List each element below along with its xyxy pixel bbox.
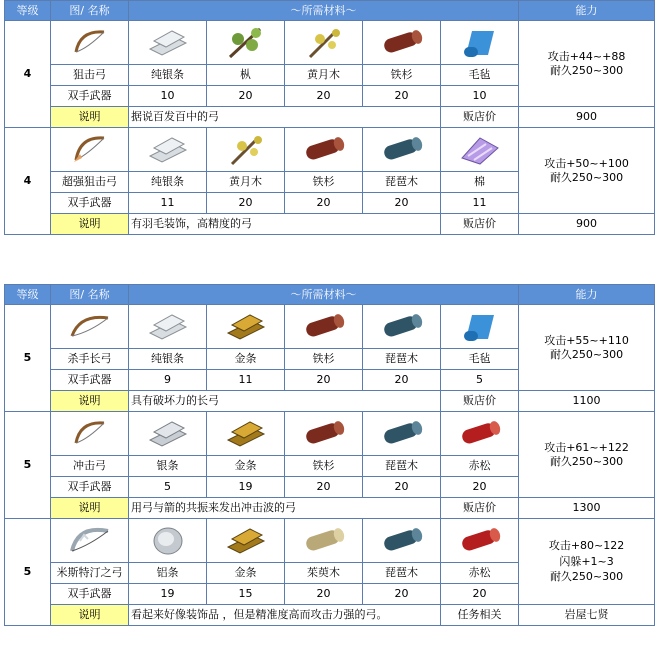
description: 具有破坏力的长弓 [129, 391, 441, 412]
silver-ingot-icon [146, 25, 190, 61]
explain-label: 说明 [51, 391, 129, 412]
material-qty: 10 [129, 86, 207, 107]
header-materials: ～所需材料～ [129, 1, 519, 21]
power-cell [519, 519, 655, 605]
material-name: 琵琶木 [363, 349, 441, 370]
power-line: 耐久250~300 [549, 347, 624, 361]
description: 看起来好像装饰品 ，但是精准度高而攻击力强的弓。 [129, 605, 441, 626]
teal-log-icon [378, 416, 426, 452]
material-name: 铁杉 [363, 65, 441, 86]
material-icon-cell [441, 412, 519, 456]
weapon-type: 双手武器 [51, 193, 129, 214]
red-log-icon [300, 416, 348, 452]
material-name: 纯银条 [129, 349, 207, 370]
material-icon-cell [441, 519, 519, 563]
material-icon-cell [207, 21, 285, 65]
material-name: 铝条 [129, 563, 207, 584]
blue-cloth-icon [458, 25, 502, 61]
material-name: 纯银条 [129, 172, 207, 193]
header-icon-name: 图/ 名称 [51, 1, 129, 21]
material-qty: 19 [207, 477, 285, 498]
material-icon-cell [441, 128, 519, 172]
aluminum-disc-icon [146, 523, 190, 559]
explain-label: 说明 [51, 605, 129, 626]
material-icon-cell [285, 412, 363, 456]
material-qty: 20 [285, 477, 363, 498]
material-qty: 20 [285, 584, 363, 605]
power-line: 闪躲+1~3 [559, 554, 614, 568]
material-qty: 20 [207, 193, 285, 214]
material-name: 金条 [207, 456, 285, 477]
header-level: 等级 [5, 1, 51, 21]
level-cell: 4 [5, 128, 51, 235]
table-row [5, 214, 655, 235]
weapon-icon-cell [51, 128, 129, 172]
material-name: 银条 [129, 456, 207, 477]
price-label: 贩店价 [441, 391, 519, 412]
material-icon-cell [207, 128, 285, 172]
table-row [5, 519, 655, 563]
power-line: 攻击+61~+122 [544, 440, 629, 454]
table-row [5, 128, 655, 172]
material-name: 金条 [207, 563, 285, 584]
level-cell: 5 [5, 519, 51, 626]
price-value: 900 [519, 214, 655, 235]
material-name: 黄月木 [285, 65, 363, 86]
material-name: 毛毡 [441, 65, 519, 86]
gold-ingot-icon [224, 309, 268, 345]
description: 有羽毛装饰，高精度的弓 [129, 214, 441, 235]
material-qty: 11 [441, 193, 519, 214]
material-icon-cell [129, 21, 207, 65]
blue-cloth-icon [458, 309, 502, 345]
silver-ingot-icon [146, 309, 190, 345]
table-row [5, 391, 655, 412]
green-branch-icon [224, 25, 268, 61]
material-icon-cell [285, 21, 363, 65]
material-icon-cell [363, 412, 441, 456]
weapon-icon-cell [51, 519, 129, 563]
material-qty: 20 [285, 370, 363, 391]
material-qty: 20 [285, 86, 363, 107]
material-name: 琵琶木 [363, 172, 441, 193]
material-icon-cell [441, 21, 519, 65]
material-qty: 15 [207, 584, 285, 605]
table-row [5, 605, 655, 626]
material-name: 金条 [207, 349, 285, 370]
material-qty: 20 [363, 86, 441, 107]
weapon-icon-cell [51, 21, 129, 65]
material-icon-cell [363, 519, 441, 563]
material-qty: 20 [363, 477, 441, 498]
material-name: 铁杉 [285, 349, 363, 370]
power-cell [519, 305, 655, 391]
price-label: 贩店价 [441, 214, 519, 235]
explain-label: 说明 [51, 214, 129, 235]
silver-ingot-icon [146, 132, 190, 168]
material-qty: 20 [285, 193, 363, 214]
material-name: 赤松 [441, 563, 519, 584]
material-name: 毛毡 [441, 349, 519, 370]
material-qty: 9 [129, 370, 207, 391]
weapon-name: 杀手长弓 [51, 349, 129, 370]
power-line: 耐久250~300 [549, 170, 624, 184]
header-materials: ～所需材料～ [129, 285, 519, 305]
description: 用弓与箭的共振来发出冲击波的弓 [129, 498, 441, 519]
teal-log-icon [378, 132, 426, 168]
header-power: 能力 [519, 1, 655, 21]
table-row [5, 107, 655, 128]
material-icon-cell [207, 305, 285, 349]
material-name: 琵琶木 [363, 563, 441, 584]
level-cell: 4 [5, 21, 51, 128]
material-icon-cell [129, 519, 207, 563]
bow-icon [70, 26, 110, 60]
price-label: 任务相关 [441, 605, 519, 626]
weapon-name: 超强狙击弓 [51, 172, 129, 193]
power-line: 攻击+80~122 [548, 538, 625, 552]
explain-label: 说明 [51, 107, 129, 128]
material-icon-cell [285, 519, 363, 563]
power-cell [519, 412, 655, 498]
teal-log-icon [378, 523, 426, 559]
table-row [5, 21, 655, 65]
power-line: 攻击+44~+88 [547, 49, 626, 63]
weapon-type: 双手武器 [51, 86, 129, 107]
material-icon-cell [363, 128, 441, 172]
crimson-log-icon [456, 416, 504, 452]
header-power: 能力 [519, 285, 655, 305]
material-icon-cell [207, 412, 285, 456]
material-icon-cell [285, 128, 363, 172]
material-icon-cell [285, 305, 363, 349]
table-row [5, 412, 655, 456]
material-qty: 11 [129, 193, 207, 214]
table-header [5, 1, 655, 21]
weapon-name: 冲击弓 [51, 456, 129, 477]
table-header [5, 285, 655, 305]
power-line: 耐久250~300 [549, 570, 624, 584]
power-cell [519, 128, 655, 214]
material-name: 枞 [207, 65, 285, 86]
material-qty: 20 [363, 193, 441, 214]
silver-ingot-icon [146, 416, 190, 452]
material-icon-cell [441, 305, 519, 349]
weapon-type: 双手武器 [51, 584, 129, 605]
material-icon-cell [129, 128, 207, 172]
price-label: 贩店价 [441, 498, 519, 519]
material-qty: 5 [441, 370, 519, 391]
teal-log-icon [378, 309, 426, 345]
material-qty: 20 [441, 477, 519, 498]
weapon-icon-cell [51, 412, 129, 456]
level-cell: 5 [5, 305, 51, 412]
material-icon-cell [207, 519, 285, 563]
red-log-icon [300, 132, 348, 168]
material-qty: 20 [207, 86, 285, 107]
long-bow-icon [68, 312, 112, 342]
material-icon-cell [363, 305, 441, 349]
explain-label: 说明 [51, 498, 129, 519]
bow-icon [70, 417, 110, 451]
yellow-branch-icon [224, 132, 268, 168]
red-log-icon [300, 309, 348, 345]
price-value: 1300 [519, 498, 655, 519]
recipe-table-level4 [4, 0, 655, 235]
material-qty: 10 [441, 86, 519, 107]
weapon-name: 狙击弓 [51, 65, 129, 86]
material-name: 黄月木 [207, 172, 285, 193]
weapon-type: 双手武器 [51, 477, 129, 498]
material-qty: 20 [363, 370, 441, 391]
crimson-log-icon [456, 523, 504, 559]
power-cell [519, 21, 655, 107]
material-name: 铁杉 [285, 456, 363, 477]
material-qty: 19 [129, 584, 207, 605]
material-name: 棉 [441, 172, 519, 193]
header-icon-name: 图/ 名称 [51, 285, 129, 305]
header-level: 等级 [5, 285, 51, 305]
power-line: 耐久250~300 [549, 63, 624, 77]
power-line: 耐久250~300 [549, 454, 624, 468]
material-icon-cell [363, 21, 441, 65]
material-name: 琵琶木 [363, 456, 441, 477]
purple-cotton-icon [458, 132, 502, 168]
material-icon-cell [129, 412, 207, 456]
material-qty: 20 [441, 584, 519, 605]
yellow-branch-icon [302, 25, 346, 61]
silver-bow-icon [68, 523, 112, 559]
material-qty: 11 [207, 370, 285, 391]
recipe-table-level5 [4, 284, 655, 626]
tan-log-icon [300, 523, 348, 559]
description: 据说百发百中的弓 [129, 107, 441, 128]
power-line: 攻击+55~+110 [544, 333, 629, 347]
weapon-name: 米斯特汀之弓 [51, 563, 129, 584]
table-row [5, 305, 655, 349]
table-row [5, 498, 655, 519]
material-qty: 5 [129, 477, 207, 498]
level-cell: 5 [5, 412, 51, 519]
material-icon-cell [129, 305, 207, 349]
material-name: 铁杉 [285, 172, 363, 193]
material-name: 赤松 [441, 456, 519, 477]
weapon-icon-cell [51, 305, 129, 349]
price-value: 岩屋七贤 [519, 605, 655, 626]
material-name: 茱萸木 [285, 563, 363, 584]
price-label: 贩店价 [441, 107, 519, 128]
feathered-bow-icon [70, 132, 110, 168]
price-value: 1100 [519, 391, 655, 412]
material-qty: 20 [363, 584, 441, 605]
material-name: 纯银条 [129, 65, 207, 86]
weapon-type: 双手武器 [51, 370, 129, 391]
gold-ingot-icon [224, 416, 268, 452]
power-line: 攻击+50~+100 [544, 156, 629, 170]
red-log-icon [378, 25, 426, 61]
price-value: 900 [519, 107, 655, 128]
gold-ingot-icon [224, 523, 268, 559]
